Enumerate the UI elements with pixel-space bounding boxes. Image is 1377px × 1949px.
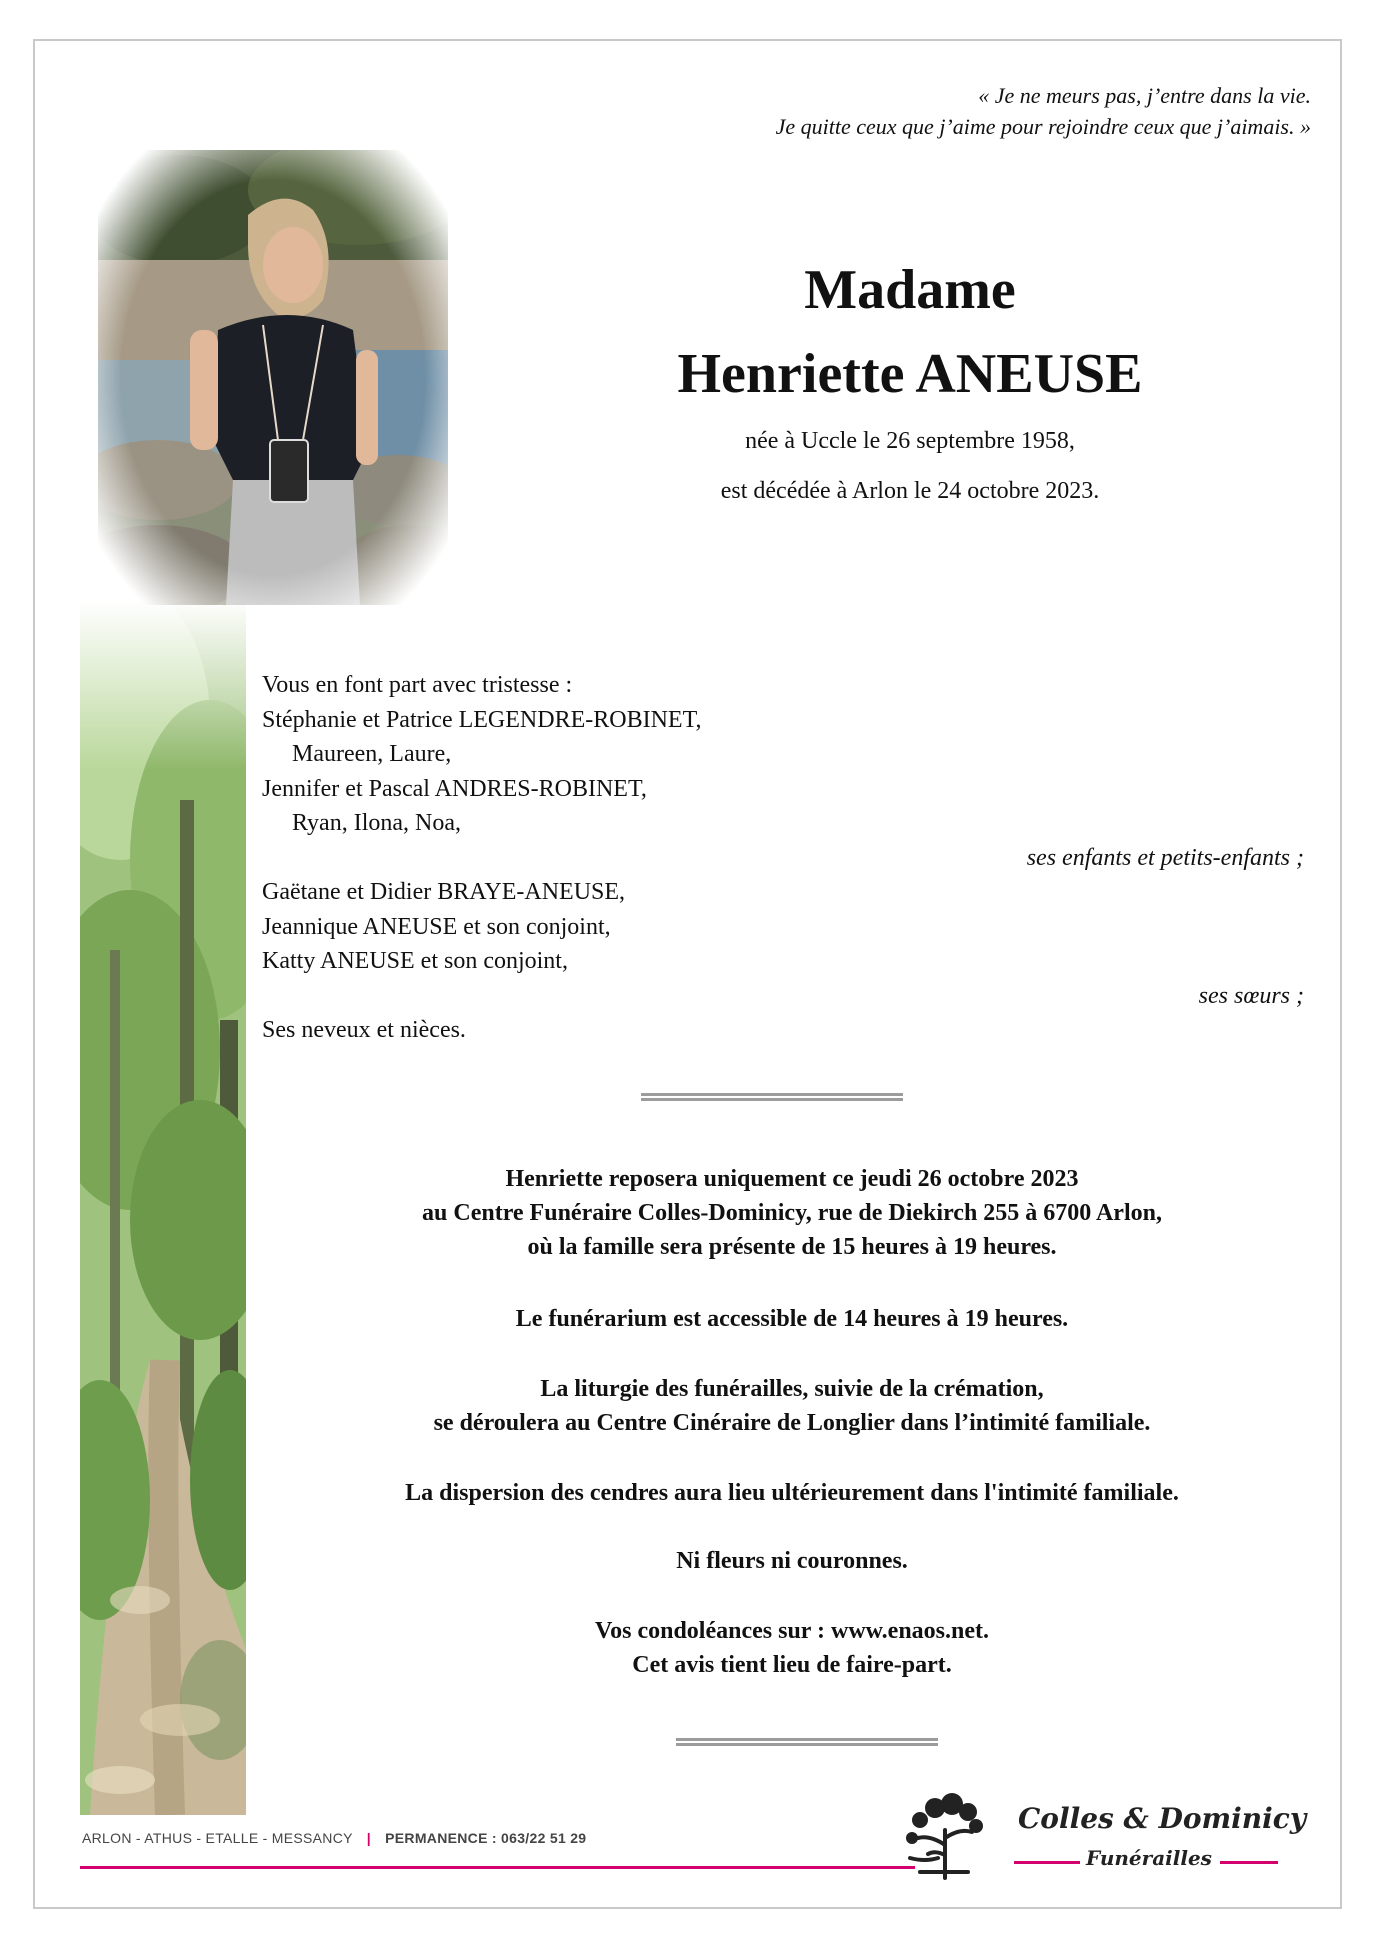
access-info: Le funérarium est accessible de 14 heures à 19 heures. [515,1306,1069,1332]
footer-permanence: PERMANENCE : 063/22 51 29 [385,1830,587,1846]
condolences-info [262,1614,1322,1682]
section-divider [676,1738,938,1746]
visitation-info [262,1162,1322,1264]
forest-path-image [80,600,246,1815]
liturgy-line: se déroulera au Centre Cinéraire de Longlier dans l’intimité familiale. [433,1410,1151,1436]
company-logo [890,1790,1307,1880]
family-line: Ryan, Ilona, Noa, [292,810,461,836]
footer-locations: ARLON - ATHUS - ETALLE - MESSANCY [82,1830,353,1846]
flowers-info: Ni fleurs ni couronnes. [676,1548,908,1574]
quote-line-1: « Je ne meurs pas, j’entre dans la vie. [978,83,1311,108]
quote-line-2: Je quitte ceux que j’aime pour rejoindre ceux que j’aimais. » [775,114,1311,139]
deceased-title: Madame [804,259,1016,321]
logo-name: Colles & Dominicy [1018,1802,1307,1835]
logo-subtitle: Funérailles [1086,1846,1212,1870]
visitation-line: où la famille sera présente de 15 heures à 19 heures. [527,1234,1057,1260]
footer-separator: | [366,1830,371,1846]
family-line: Stéphanie et Patrice LEGENDRE-ROBINET, [262,706,702,733]
birth-info: née à Uccle le 26 septembre 1958, [745,428,1075,454]
logo-accent-line [1014,1861,1080,1864]
siblings-label: ses sœurs ; [1198,982,1304,1009]
liturgy-info [262,1372,1322,1440]
liturgy-line: La liturgie des funérailles, suivie de la crémation, [540,1376,1044,1402]
dispersion-info: La dispersion des cendres aura lieu ultérieurement dans l'intimité familiale. [405,1480,1179,1506]
epigraph-quote [776,80,1311,142]
death-info: est décédée à Arlon le 24 octobre 2023. [720,478,1100,504]
condolences-line: Vos condoléances sur : www.enaos.net. [594,1618,990,1644]
tree-icon [890,1790,990,1880]
sibling-line: Gaëtane et Didier BRAYE-ANEUSE, [262,879,626,905]
deceased-name: Henriette ANEUSE [677,343,1143,405]
family-announcement [262,668,1304,1048]
visitation-line: Henriette reposera uniquement ce jeudi 26 octobre 2023 [505,1166,1079,1192]
children-label: ses enfants et petits-enfants ; [1026,844,1304,871]
family-line: Jennifer et Pascal ANDRES-ROBINET, [262,775,647,802]
logo-accent-line [1220,1861,1278,1864]
footer-contact [82,1830,586,1846]
sibling-line: Katty ANEUSE et son conjoint, [262,948,568,974]
family-intro: Vous en font part avec tristesse : [262,672,573,698]
section-divider [641,1093,903,1101]
family-line: Maureen, Laure, [292,741,452,767]
others-line: Ses neveux et nièces. [262,1017,466,1043]
notice-line: Cet avis tient lieu de faire-part. [632,1652,952,1678]
visitation-line: au Centre Funéraire Colles-Dominicy, rue de Diekirch 255 à 6700 Arlon, [422,1200,1162,1226]
sibling-line: Jeannique ANEUSE et son conjoint, [262,913,611,940]
portrait-photo [98,150,448,605]
footer-accent-line [80,1866,915,1869]
